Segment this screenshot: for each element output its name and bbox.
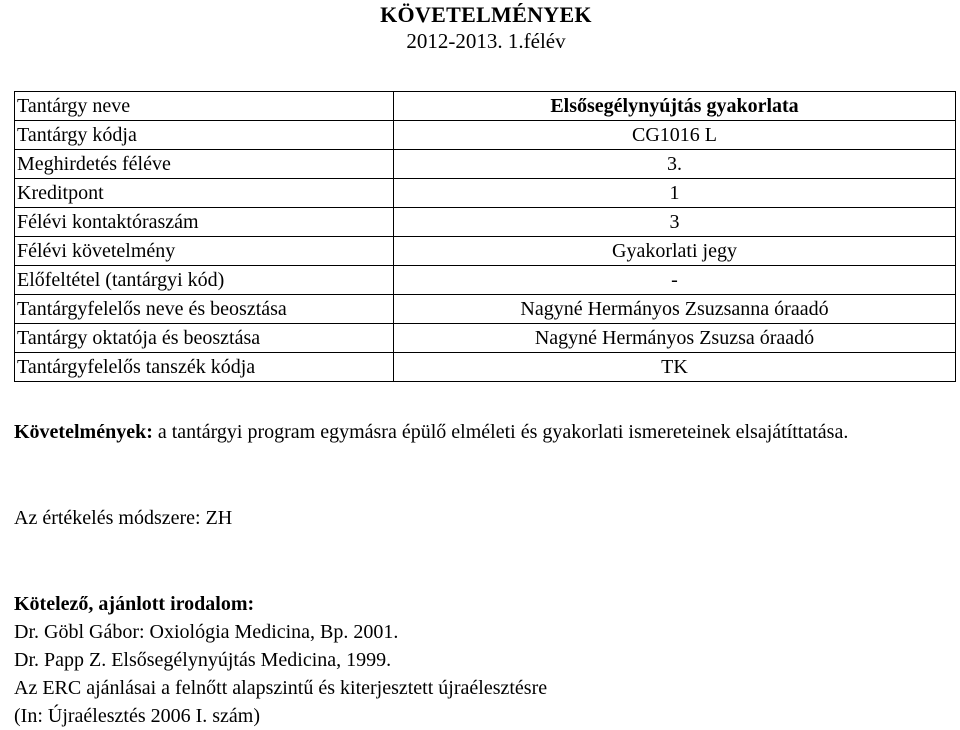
credits-label: Kreditpont — [15, 179, 394, 208]
course-name-value: Elsősegélynyújtás gyakorlata — [394, 92, 956, 121]
course-owner-value: Nagyné Hermányos Zsuzsanna óraadó — [394, 295, 956, 324]
table-row — [15, 121, 956, 150]
course-name-label: Tantárgy neve — [15, 92, 394, 121]
department-code-value: TK — [394, 353, 956, 382]
literature-list — [14, 618, 954, 730]
requirements-text: a tantárgyi program egymásra épülő elméleti és gyakorlati ismereteinek elsajátíttatása. — [157, 421, 849, 443]
contact-hours-value: 3 — [394, 208, 956, 237]
table-row — [15, 237, 956, 266]
prerequisite-label: Előfeltétel (tantárgyi kód) — [15, 266, 394, 295]
table-row — [15, 150, 956, 179]
contact-hours-label: Félévi kontaktóraszám — [15, 208, 394, 237]
course-owner-label: Tantárgyfelelős neve és beosztása — [15, 295, 394, 324]
document-title: KÖVETELMÉNYEK — [380, 2, 592, 27]
requirement-type-value: Gyakorlati jegy — [394, 237, 956, 266]
semester-label: 2012-2013. 1.félév — [406, 29, 566, 53]
semester-offered-value: 3. — [394, 150, 956, 179]
department-code-label: Tantárgyfelelős tanszék kódja — [15, 353, 394, 382]
list-item: (In: Újraélesztés 2006 I. szám) — [14, 705, 261, 727]
prerequisite-value: - — [394, 266, 956, 295]
credits-value: 1 — [394, 179, 956, 208]
table-row — [15, 353, 956, 382]
list-item: Az ERC ajánlásai a felnőtt alapszintű és kiterjesztett újraélesztésre — [14, 677, 548, 699]
instructor-label: Tantárgy oktatója és beosztása — [15, 324, 394, 353]
table-row — [15, 295, 956, 324]
table-row — [15, 266, 956, 295]
list-item: Dr. Papp Z. Elsősegélynyújtás Medicina, 1999. — [14, 649, 392, 671]
table-row — [15, 324, 956, 353]
requirements-paragraph — [14, 418, 954, 446]
evaluation-method: Az értékelés módszere: ZH — [14, 507, 233, 529]
list-item: Dr. Göbl Gábor: Oxiológia Medicina, Bp. 2001. — [14, 621, 399, 643]
course-info-table — [14, 91, 956, 382]
document-header — [0, 2, 960, 54]
course-code-label: Tantárgy kódja — [15, 121, 394, 150]
course-code-value: CG1016 L — [394, 121, 956, 150]
requirements-label: Követelmények: — [14, 421, 153, 443]
semester-offered-label: Meghirdetés féléve — [15, 150, 394, 179]
table-row — [15, 208, 956, 237]
literature-heading: Kötelező, ajánlott irodalom: — [14, 593, 255, 615]
instructor-value: Nagyné Hermányos Zsuzsa óraadó — [394, 324, 956, 353]
requirement-type-label: Félévi követelmény — [15, 237, 394, 266]
table-row — [15, 92, 956, 121]
table-row — [15, 179, 956, 208]
